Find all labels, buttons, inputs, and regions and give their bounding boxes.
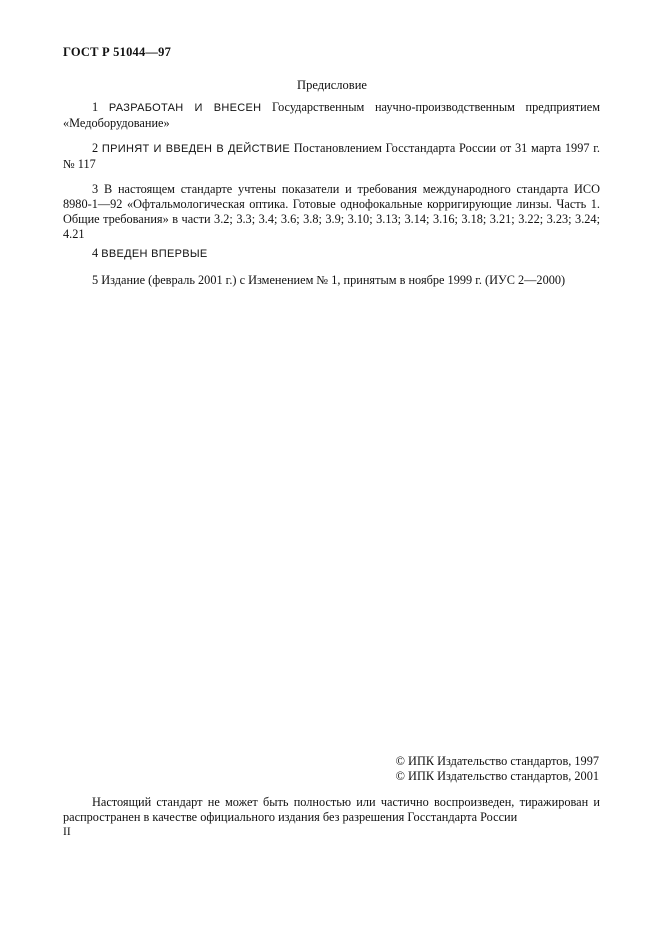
item-text: Государственным научно-производственным предприятием «Медоборудование»	[63, 100, 600, 130]
copyright-line-1997: © ИПК Издательство стандартов, 1997	[395, 754, 599, 768]
item-text: В настоящем стандарте учтены показатели и требования международного стандарта ИСО 8980-1—92 «Офтальмологическая оптика. Готовые однофокальные корригирующие линзы. Часть 1. Общие требования» в части 3.2; 3.3; 3.4; 3.6; 3.8; 3.9; 3.10; 3.13; 3.14; 3.16; 3.18; 3.21; 3.22; 3.23; 3.24; 4.21	[63, 182, 600, 241]
page-number: II	[63, 826, 71, 838]
foreword-item-1	[63, 100, 600, 131]
reproduction-notice: Настоящий стандарт не может быть полностью или частично воспроизведен, тиражирован и распространен в качестве официального издания без разрешения Госстандарта России	[63, 795, 600, 824]
item-caps-text: ВВЕДЕН ВПЕРВЫЕ	[101, 248, 208, 260]
foreword-item-4	[63, 246, 600, 262]
document-code-header: ГОСТ Р 51044—97	[63, 45, 172, 59]
item-number: 1	[92, 100, 99, 114]
item-text: Постановлением Госстандарта России от 31 марта 1997 г. № 117	[63, 141, 600, 171]
foreword-item-5	[63, 273, 600, 288]
item-caps-text: ПРИНЯТ И ВВЕДЕН В ДЕЙСТВИЕ	[101, 143, 290, 155]
item-caps-text: РАЗРАБОТАН И ВНЕСЕН	[108, 102, 262, 114]
foreword-item-2	[63, 141, 600, 172]
item-number: 2	[92, 141, 99, 155]
item-number: 3	[92, 182, 99, 196]
item-number: 4	[92, 246, 99, 260]
item-number: 5	[92, 273, 99, 287]
item-text: Издание (февраль 2001 г.) с Изменением № 1, принятым в ноябре 1999 г. (ИУС 2—2000)	[101, 273, 566, 287]
foreword-item-3	[63, 182, 600, 242]
section-title: Предисловие	[297, 78, 367, 92]
copyright-line-2001: © ИПК Издательство стандартов, 2001	[395, 769, 599, 783]
